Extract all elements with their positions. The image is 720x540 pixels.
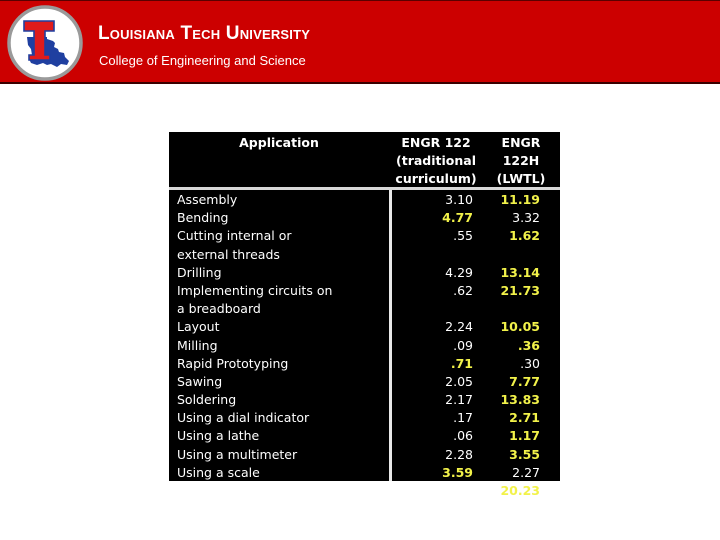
university-title: Louisiana Tech University: [98, 23, 311, 44]
cell-engr122: .06: [453, 428, 473, 444]
cell-engr122h: 2.27: [512, 464, 540, 480]
header-divider: [169, 187, 560, 190]
cell-engr122: .09: [453, 337, 473, 353]
cell-engr122: 2.17: [445, 392, 473, 408]
table-row: [169, 409, 560, 427]
cell-application: Using a multimeter: [177, 446, 298, 462]
cell-engr122h: 11.19: [500, 192, 540, 207]
cell-engr122h: 3.32: [512, 210, 540, 226]
cell-application: Soldering: [177, 392, 237, 408]
table-row: [169, 446, 560, 464]
cell-engr122: .55: [453, 228, 473, 244]
cell-application: Sawing: [177, 373, 223, 389]
cell-engr122: 2.28: [445, 446, 473, 462]
cell-engr122h: .30: [520, 355, 540, 371]
header-engr122-line2: (traditional: [396, 153, 476, 168]
header-bar: [0, 0, 720, 84]
college-subtitle: College of Engineering and Science: [99, 53, 306, 68]
cell-engr122h: 20.23: [500, 483, 540, 499]
cell-engr122: .71: [450, 355, 473, 371]
table-row: [169, 227, 560, 263]
applications-table: [169, 132, 560, 499]
cell-engr122h: 1.62: [509, 228, 540, 244]
cell-engr122: .62: [453, 282, 473, 298]
table-row: [169, 373, 560, 391]
cell-engr122: 4.77: [442, 210, 473, 226]
cell-engr122h: 7.77: [509, 373, 540, 389]
cell-engr122h: 13.14: [500, 264, 540, 280]
header-application-label: Application: [239, 135, 319, 150]
table-row: [169, 191, 560, 209]
header-engr122: [391, 134, 481, 188]
header-application: [169, 134, 389, 152]
cell-engr122h: 2.71: [509, 410, 540, 426]
cell-application: Writing PBASIC programs: [177, 483, 335, 499]
header-engr122-line3: curriculum): [395, 171, 477, 186]
table-row: [169, 337, 560, 355]
cell-application: Cutting internal or external threads: [177, 228, 292, 262]
cell-application: Implementing circuits on a breadboard: [177, 282, 333, 317]
cell-engr122: 2.24: [445, 319, 473, 335]
table-body: [169, 191, 560, 499]
table-row: [169, 391, 560, 409]
louisiana-tech-logo-icon: [7, 5, 83, 81]
table-row: [169, 482, 560, 500]
cell-application: Milling: [177, 337, 218, 353]
cell-application: Using a dial indicator: [177, 410, 310, 426]
cell-application: Using a scale: [177, 464, 260, 480]
cell-engr122h: 3.55: [509, 446, 540, 462]
cell-application: Bending: [177, 210, 229, 226]
cell-engr122: .02: [453, 483, 473, 499]
cell-engr122h: 21.73: [500, 282, 540, 298]
table-row: [169, 282, 560, 318]
cell-engr122: .17: [453, 410, 473, 426]
cell-engr122h: .36: [517, 337, 540, 353]
cell-application: Assembly: [177, 192, 238, 207]
table-row: [169, 355, 560, 373]
cell-application: Layout: [177, 319, 220, 335]
header-engr122-line1: ENGR 122: [401, 135, 471, 150]
header-engr122h: [487, 134, 555, 188]
cell-application: Drilling: [177, 264, 222, 280]
cell-engr122h: 13.83: [500, 392, 540, 408]
table-row: [169, 318, 560, 336]
header-engr122h-line1: ENGR: [501, 135, 541, 150]
cell-engr122: 2.05: [445, 373, 473, 389]
table-row: [169, 427, 560, 445]
cell-engr122h: 10.05: [500, 319, 540, 335]
cell-engr122: 4.29: [445, 264, 473, 280]
cell-application: Using a lathe: [177, 428, 260, 444]
table-row: [169, 464, 560, 482]
table-header: [169, 132, 560, 187]
header-engr122h-line2: 122H: [502, 153, 540, 168]
cell-application: Rapid Prototyping: [177, 355, 289, 371]
table-row: [169, 209, 560, 227]
table-row: [169, 264, 560, 282]
cell-engr122: 3.10: [445, 192, 473, 207]
cell-engr122: 3.59: [442, 464, 473, 480]
header-engr122h-line3: (LWTL): [496, 171, 546, 186]
cell-engr122h: 1.17: [509, 428, 540, 444]
